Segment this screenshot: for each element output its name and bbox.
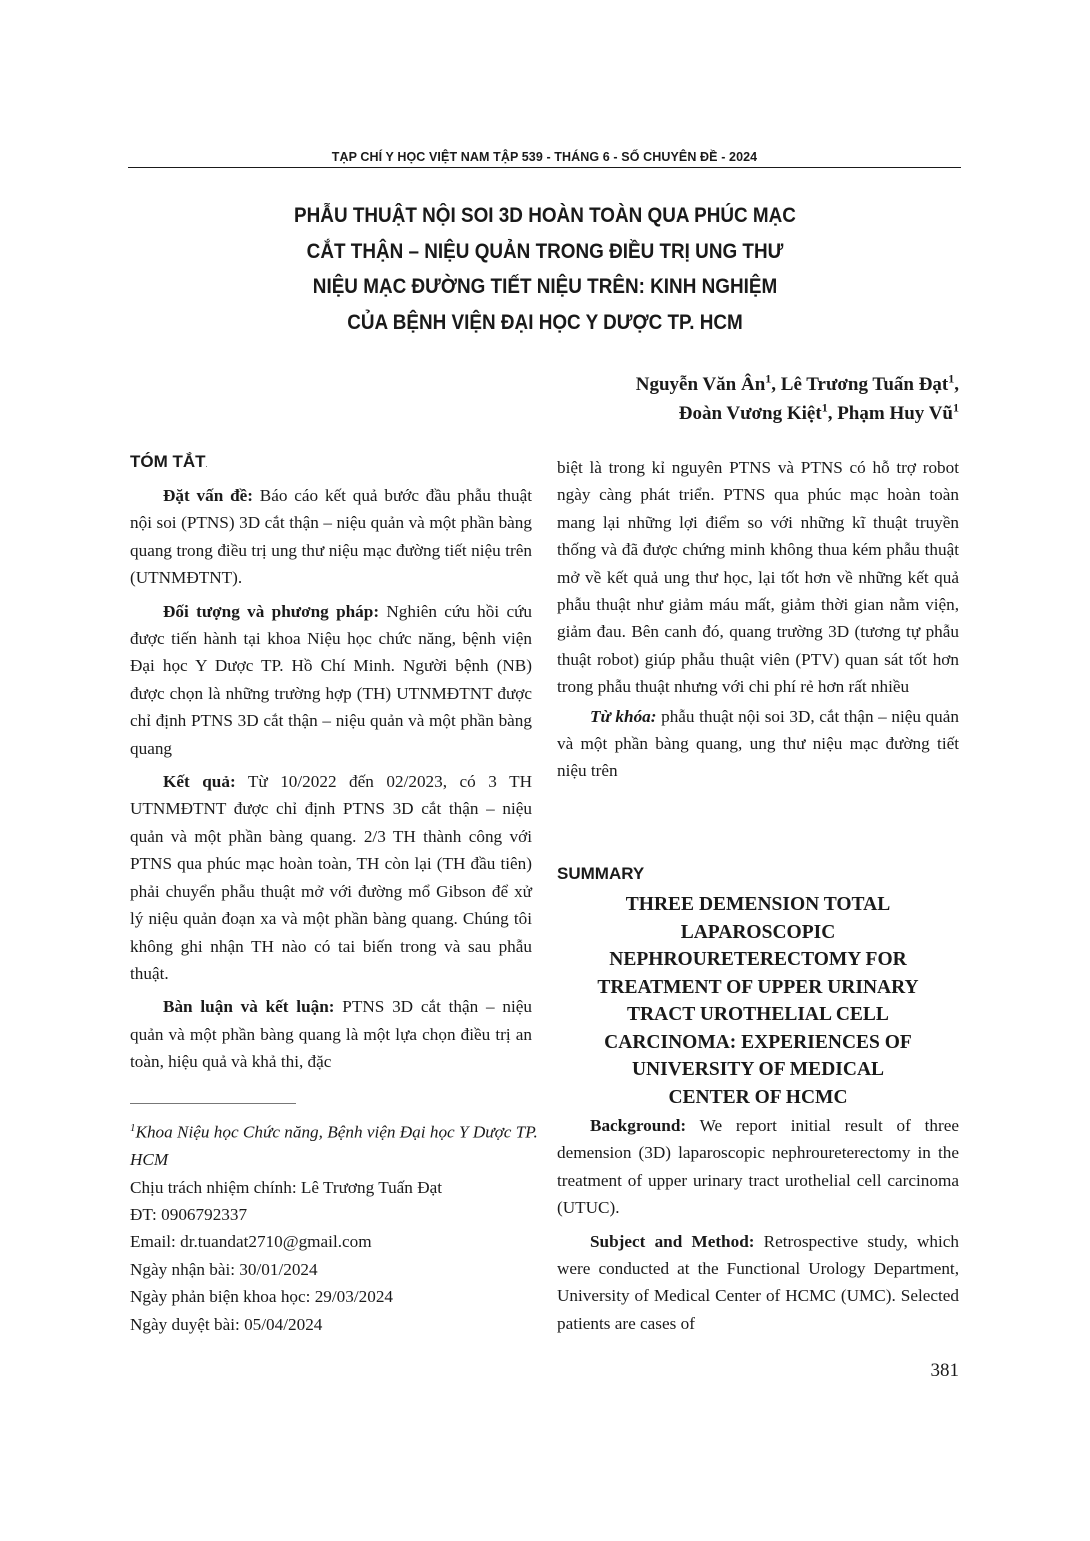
section-label: Subject and Method:: [590, 1231, 755, 1251]
section-text: Retrospective study, which were conducted at the Functional Urology Department, University of Medical Center of HCMC (UMC). Selected patients are cases of: [557, 1231, 959, 1333]
section-label: Kết quả:: [163, 772, 236, 792]
affiliation-note: [130, 1115, 540, 1174]
author-line: [636, 399, 959, 428]
footnote-rule: [130, 1103, 296, 1104]
abstract-conclusion: [130, 993, 532, 1075]
author-name: Đoàn Vương Kiệt: [678, 403, 822, 424]
abstract-background: [130, 482, 532, 592]
author-affiliation-mark: 1: [948, 371, 955, 386]
english-title-line: NEPHROURETERECTOMY FOR: [609, 949, 907, 970]
author-line: [636, 370, 959, 399]
summary-methods: [557, 1228, 959, 1338]
abstract-heading: [130, 452, 208, 472]
section-text: We report initial result of three demension (3D) laparoscopic nephroureterectomy in the treatment of upper urinary tract urothelial cell carcinoma (UTUC).: [557, 1116, 959, 1218]
english-title-line: THREE DEMENSION TOTAL: [625, 894, 891, 915]
abstract-vi-body: [130, 482, 532, 1076]
english-title-line: CARCINOMA: EXPERIENCES OF: [604, 1031, 912, 1053]
author-affiliation-mark: 1: [821, 400, 828, 415]
abstract-keywords: [557, 703, 959, 785]
abstract-heading-text: TÓM TẮT: [130, 452, 206, 471]
english-title-line: TREATMENT OF UPPER URINARY: [597, 976, 919, 998]
header-rule: [128, 167, 961, 168]
heading-mark: .: [205, 460, 208, 469]
author-name: Lê Trương Tuấn Đạt: [780, 374, 949, 395]
author-affiliation-mark: 1: [953, 400, 959, 415]
footnote-line: Ngày nhận bài: 30/01/2024: [130, 1259, 318, 1279]
author-separator: ,: [771, 374, 781, 395]
article-title: [181, 198, 910, 340]
keywords-text: phẫu thuật nội soi 3D, cắt thận – niệu quản và một phần bàng quang, ung thư niệu mạc đường tiết niệu trên: [557, 706, 959, 781]
title-line: CẮT THẬN – NIỆU QUẢN TRONG ĐIỀU TRỊ UNG THƯ: [306, 239, 784, 263]
english-title-line: LAPAROSCOPIC: [680, 921, 836, 943]
english-title-line: TRACT UROTHELIAL CELL: [627, 1004, 889, 1025]
title-line: PHẪU THUẬT NỘI SOI 3D HOÀN TOÀN QUA PHÚC MẠC: [294, 204, 796, 227]
title-line: NIỆU MẠC ĐƯỜNG TIẾT NIỆU TRÊN: KINH NGHIỆM: [312, 275, 778, 298]
english-title: [557, 891, 959, 1111]
author-name: Nguyễn Văn Ân: [635, 374, 766, 395]
author-separator: ,: [954, 374, 959, 395]
author-name: Phạm Huy Vũ: [837, 403, 953, 424]
title-line: CỦA BỆNH VIỆN ĐẠI HỌC Y DƯỢC TP. HCM: [347, 310, 743, 334]
keywords-label: Từ khóa:: [590, 706, 657, 726]
conclusion-continued: biệt là trong kỉ nguyên PTNS và PTNS có hỗ trợ robot ngày càng phát triển. PTNS qua phúc mạc hoàn toàn mang lại những lợi điểm so với những kĩ thuật truyền thống và đã được chứng minh không thua kém phẫu thuật mở về kết quả ung thư học, lại tốt hơn về những kết quả phẫu thuật như giảm máu mất, giảm thời gian nằm viện, giảm đau. Bên canh đó, quang trường 3D (tương tự phẫu thuật robot) giúp phẫu thuật viên (PTV) quan sát tốt hơn trong phẫu thuật nhưng với chi phí rẻ hơn rất nhiều: [557, 458, 959, 697]
section-text: Từ 10/2022 đến 02/2023, có 3 TH UTNMĐTNT được chỉ định PTNS 3D cắt thận – niệu quản và một phần bàng quang. 2/3 TH thành công với PTNS qua phúc mạc hoàn toàn, TH còn lại (TH đầu tiên) phải chuyển phẫu thuật mở với đường mổ Gibson để xử lý niệu quản đoạn xa và một phần bàng quang. Chúng tôi không ghi nhận TH nào có tai biến trong và sau phẫu thuật.: [130, 772, 532, 983]
page-number: 381: [930, 1360, 959, 1381]
footnote-line: Ngày phản biện khoa học: 29/03/2024: [130, 1287, 394, 1307]
summary-body: [557, 1112, 959, 1337]
section-label: Background:: [590, 1116, 687, 1135]
footnote-line: ĐT: 0906792337: [130, 1204, 248, 1224]
section-text: Báo cáo kết quả bước đầu phẫu thuật nội soi (PTNS) 3D cắt thận – niệu quản và một phần bàng quang trong điều trị ung thư niệu mạc đường tiết niệu trên (UTNMĐTNT).: [130, 486, 532, 588]
section-text: Nghiên cứu hồi cứu được tiến hành tại khoa Niệu học chức năng, bệnh viện Đại học Y Dược TP. Hồ Chí Minh. Người bệnh (NB) được chọn là những trường hợp (TH) UTNMĐTNT được chỉ định PTNS 3D cắt thận – niệu quản và một phần bàng quang: [130, 601, 532, 758]
english-title-line: UNIVERSITY OF MEDICAL: [631, 1059, 885, 1080]
abstract-results: [130, 768, 532, 987]
section-label: Đặt vấn đề:: [163, 486, 253, 505]
abstract-methods: [130, 598, 532, 762]
section-text: PTNS 3D cắt thận – niệu quản và một phần bàng quang là một lựa chọn điều trị an toàn, hiệu quả và khả thi, đặc: [130, 997, 532, 1072]
summary-heading: SUMMARY: [557, 864, 645, 883]
affiliation-text: Khoa Niệu học Chức năng, Bệnh viện Đại học Y Dược TP. HCM: [130, 1122, 538, 1170]
author-list: [636, 370, 959, 428]
footnote-line: Chịu trách nhiệm chính: Lê Trương Tuấn Đạt: [130, 1177, 443, 1197]
summary-background: [557, 1112, 959, 1222]
footnote-line: Ngày duyệt bài: 05/04/2024: [130, 1314, 323, 1334]
author-affiliation-mark: 1: [765, 371, 772, 386]
running-header: TẠP CHÍ Y HỌC VIỆT NAM TẬP 539 - THÁNG 6 - SỐ CHUYÊN ĐỀ - 2024: [331, 150, 758, 164]
footnotes: [130, 1115, 540, 1338]
section-label: Đối tượng và phương pháp:: [163, 601, 380, 621]
english-title-line: CENTER OF HCMC: [668, 1086, 848, 1108]
affiliation-mark: 1: [130, 1122, 136, 1134]
footnote-line: Email: dr.tuandat2710@gmail.com: [130, 1232, 372, 1252]
section-label: Bàn luận và kết luận:: [163, 997, 335, 1017]
abstract-vi-continued: [557, 454, 959, 785]
author-separator: ,: [827, 403, 838, 424]
